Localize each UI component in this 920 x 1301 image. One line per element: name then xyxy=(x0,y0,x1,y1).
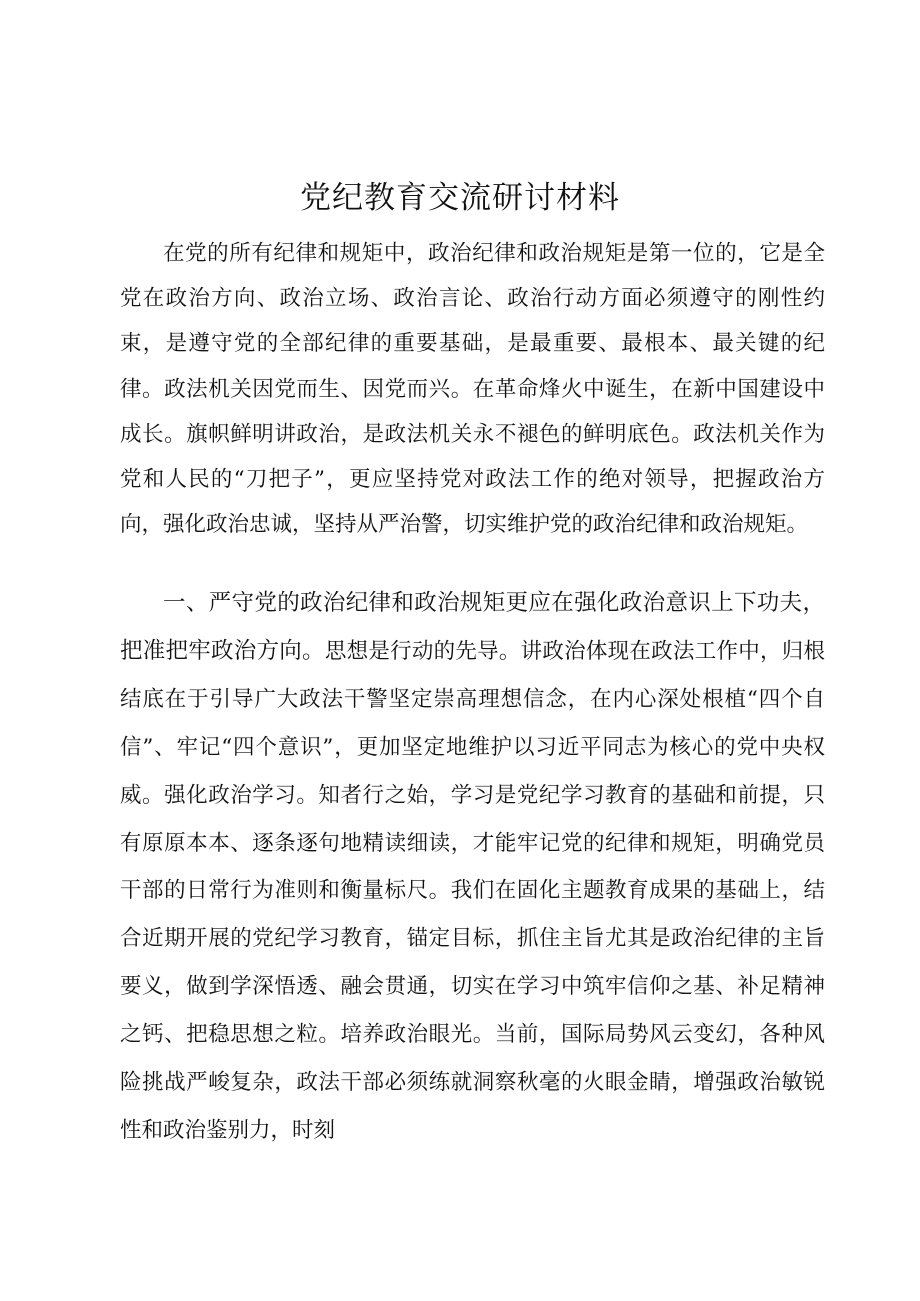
document-title: 党纪教育交流研讨材料 xyxy=(300,180,620,216)
intro-paragraph: 在党的所有纪律和规矩中，政治纪律和政治规矩是第一位的，它是全党在政治方向、政治立场、政治言论、政治行动方面必须遵守的刚性约束，是遵守党的全部纪律的重要基础，是最重要、最根本、最关键的纪律。政法机关因党而生、因党而兴。在革命烽火中诞生，在新中国建设中成长。旗帜鲜明讲政治，是政法机关永不褪色的鲜明底色。政法机关作为党和人民的“刀把子”，更应坚持党对政法工作的绝对领导，把握政治方向，强化政治忠诚，坚持从严治警，切实维护党的政治纪律和政治规矩。 xyxy=(120,241,825,538)
section-1-body: 思想是行动的先导。讲政治体现在政法工作中，归根结底在于引导广大政法干警坚定崇高理想信念，在内心深处根植“四个自信”、牢记“四个意识”，更加坚定地维护以习近平同志为核心的党中央权威。强化政治学习。知者行之始，学习是党纪学习教育的基础和前提，只有原原本本、逐条逐句地精读细读，才能牢记党的纪律和规矩，明确党员干部的日常行为准则和衡量标尺。我们在固化主题教育成果的基础上，结合近期开展的党纪学习教育，锚定目标，抓住主旨尤其是政治纪律的主旨要义，做到学深悟透、融会贯通，切实在学习中筑牢信仰之基、补足精神之钙、把稳思想之粒。培养政治眼光。当前，国际局势风云变幻，各种风险挑战严峻复杂，政法干部必须练就洞察秋毫的火眼金睛，增强政治敏锐性和政治鉴别力，时刻 xyxy=(120,638,825,1143)
section-1-heading: 一、严守党的政治纪律和政治规矩更应在强化政治意识上下功夫，把准把牢政治方向。 xyxy=(120,590,825,664)
section-1-paragraph xyxy=(120,580,825,1155)
